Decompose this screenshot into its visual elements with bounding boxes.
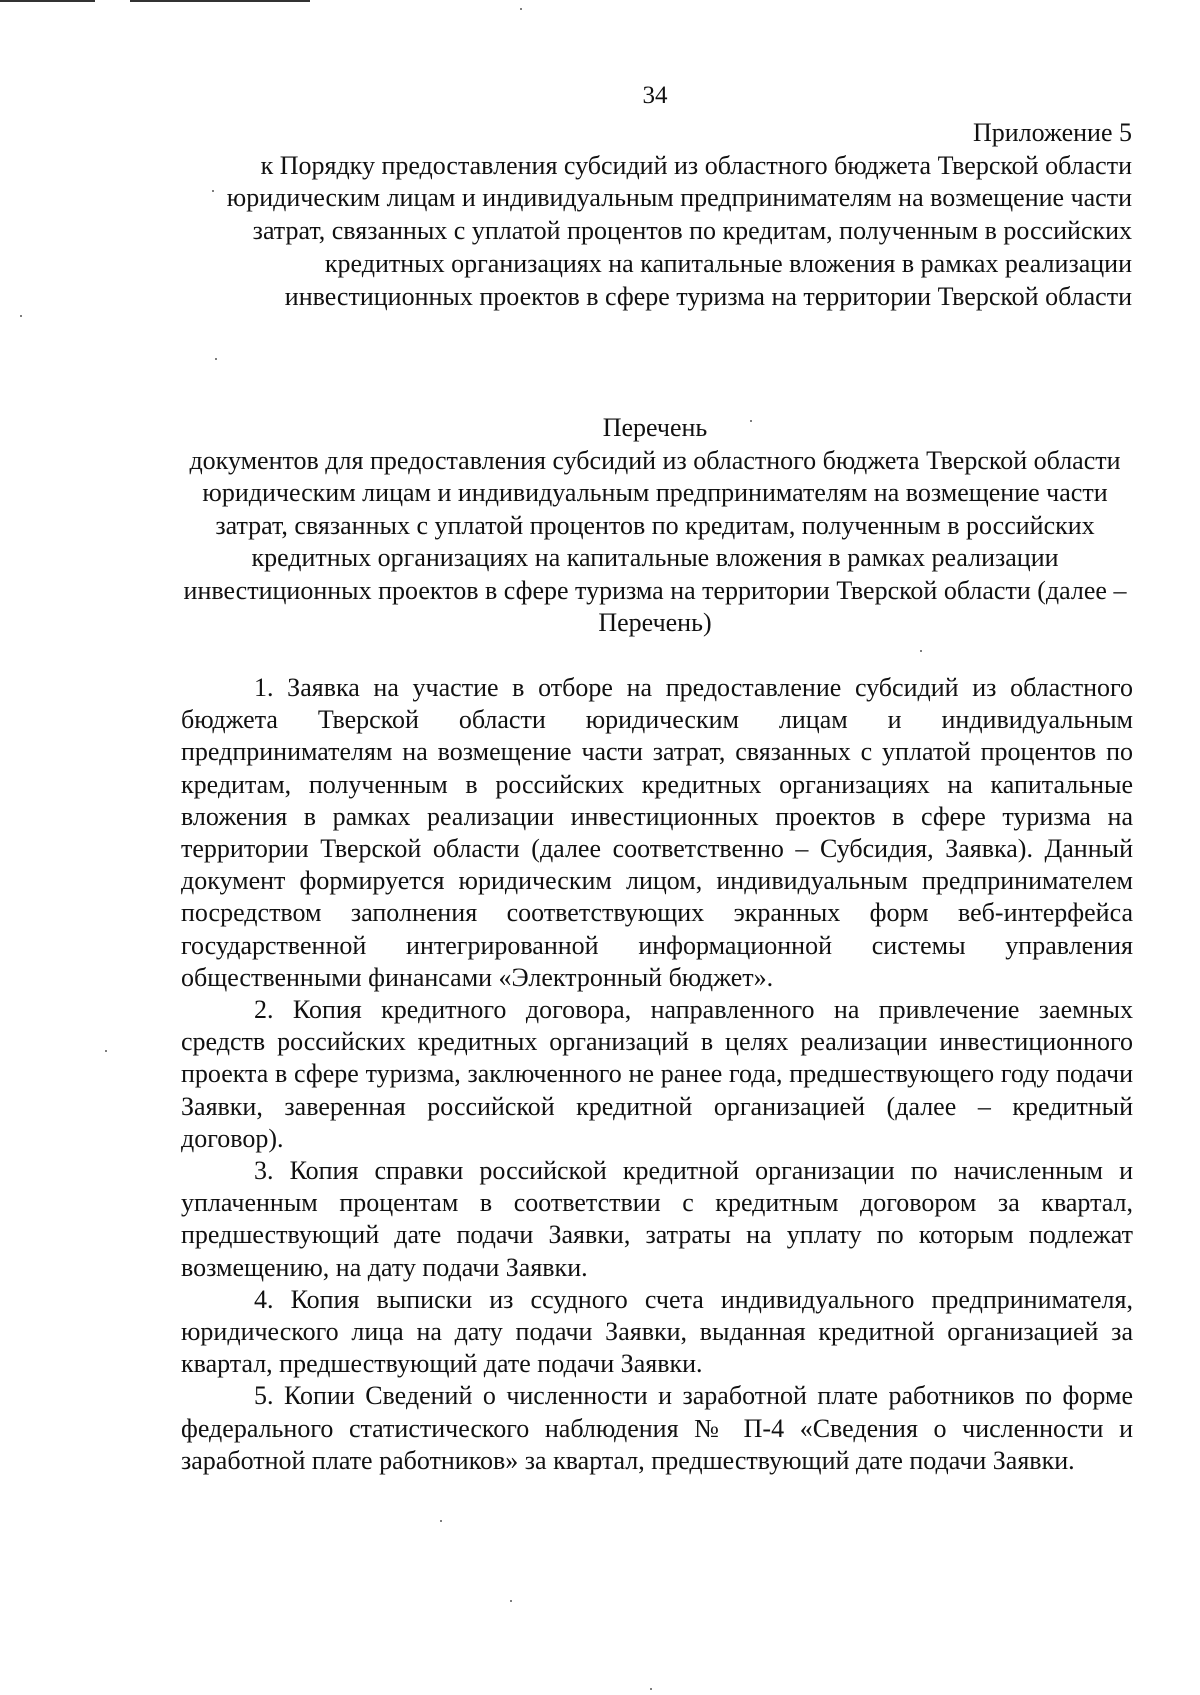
scan-speck — [212, 190, 214, 192]
list-subtitle: документов для предоставления субсидий из областного бюджета Тверской области юридическим лицам и индивидуальным предпринимателям на возмещение части затрат, связанных с уплатой процентов по кредитам, полученным в российских кредитных организациях на капитальные вложения в рамках реализации инвестиционных проектов в сфере туризма на территории Тверской области (далее – Перечень) — [183, 445, 1127, 637]
list-heading: Перечень — [602, 413, 708, 442]
scan-speck — [520, 8, 522, 10]
scan-edge-line — [0, 0, 95, 2]
scan-speck — [20, 315, 22, 317]
scan-speck — [105, 1050, 107, 1052]
scan-speck — [650, 1688, 652, 1690]
scan-speck — [920, 650, 922, 652]
list-title-block — [175, 412, 1135, 640]
scan-speck — [215, 358, 217, 360]
list-item-4: 4. Копия выписки из ссудного счета индивидуального предпринимателя, юридического лица на дату подачи Заявки, выданная кредитной организацией за квартал, предшествующий дате подачи Заявки. — [181, 1284, 1133, 1379]
appendix-title: Приложение 5 — [972, 118, 1132, 147]
document-body — [181, 672, 1133, 1477]
scan-speck — [750, 420, 752, 422]
page-number: 34 — [642, 82, 668, 109]
scan-speck — [440, 1520, 442, 1522]
list-item-2: 2. Копия кредитного договора, направленного на привлечение заемных средств российских кредитных организаций в целях реализации инвестиционного проекта в сфере туризма, заключенного не ранее года, предшествующего году подачи Заявки, заверенная российской кредитной организацией (далее – кредитный договор). — [181, 995, 1133, 1153]
scan-speck — [510, 1600, 512, 1602]
appendix-text: к Порядку предоставления субсидий из областного бюджета Тверской области юридическим лицам и индивидуальным предпринимателям на возмещение части затрат, связанных с уплатой процентов по кредитам, полученным в российских кредитных организациях на капитальные вложения в рамках реализации инвестиционных проектов в сфере туризма на территории Тверской области — [226, 150, 1132, 311]
list-item-1: 1. Заявка на участие в отборе на предоставление субсидий из областного бюджета Тверской области юридическим лицам и индивидуальным предпринимателям на возмещение части затрат, связанных с уплатой процентов по кредитам, полученным в российских кредитных организациях на капитальные вложения в рамках реализации инвестиционных проектов в сфере туризма на территории Тверской области (далее соответственно – Субсидия, Заявка). Данный документ формируется юридическим лицом, индивидуальным предпринимателем посредством заполнения соответствующих экранных форм веб-интерфейса государственной интегрированной информационной системы управления общественными финансами «Электронный бюджет». — [181, 673, 1133, 992]
list-item-3: 3. Копия справки российской кредитной организации по начисленным и уплаченным процентам в соответствии с кредитным договором за квартал, предшествующий дате подачи Заявки, затраты на уплату по которым подлежат возмещению, на дату подачи Заявки. — [181, 1156, 1133, 1282]
list-item-5: 5. Копии Сведений о численности и заработной плате работников по форме федерального статистического наблюдения № П-4 «Сведения о численности и заработной плате работников» за квартал, предшествующий дате подачи Заявки. — [181, 1381, 1133, 1475]
appendix-header — [170, 117, 1132, 313]
scan-edge-line — [130, 0, 310, 2]
